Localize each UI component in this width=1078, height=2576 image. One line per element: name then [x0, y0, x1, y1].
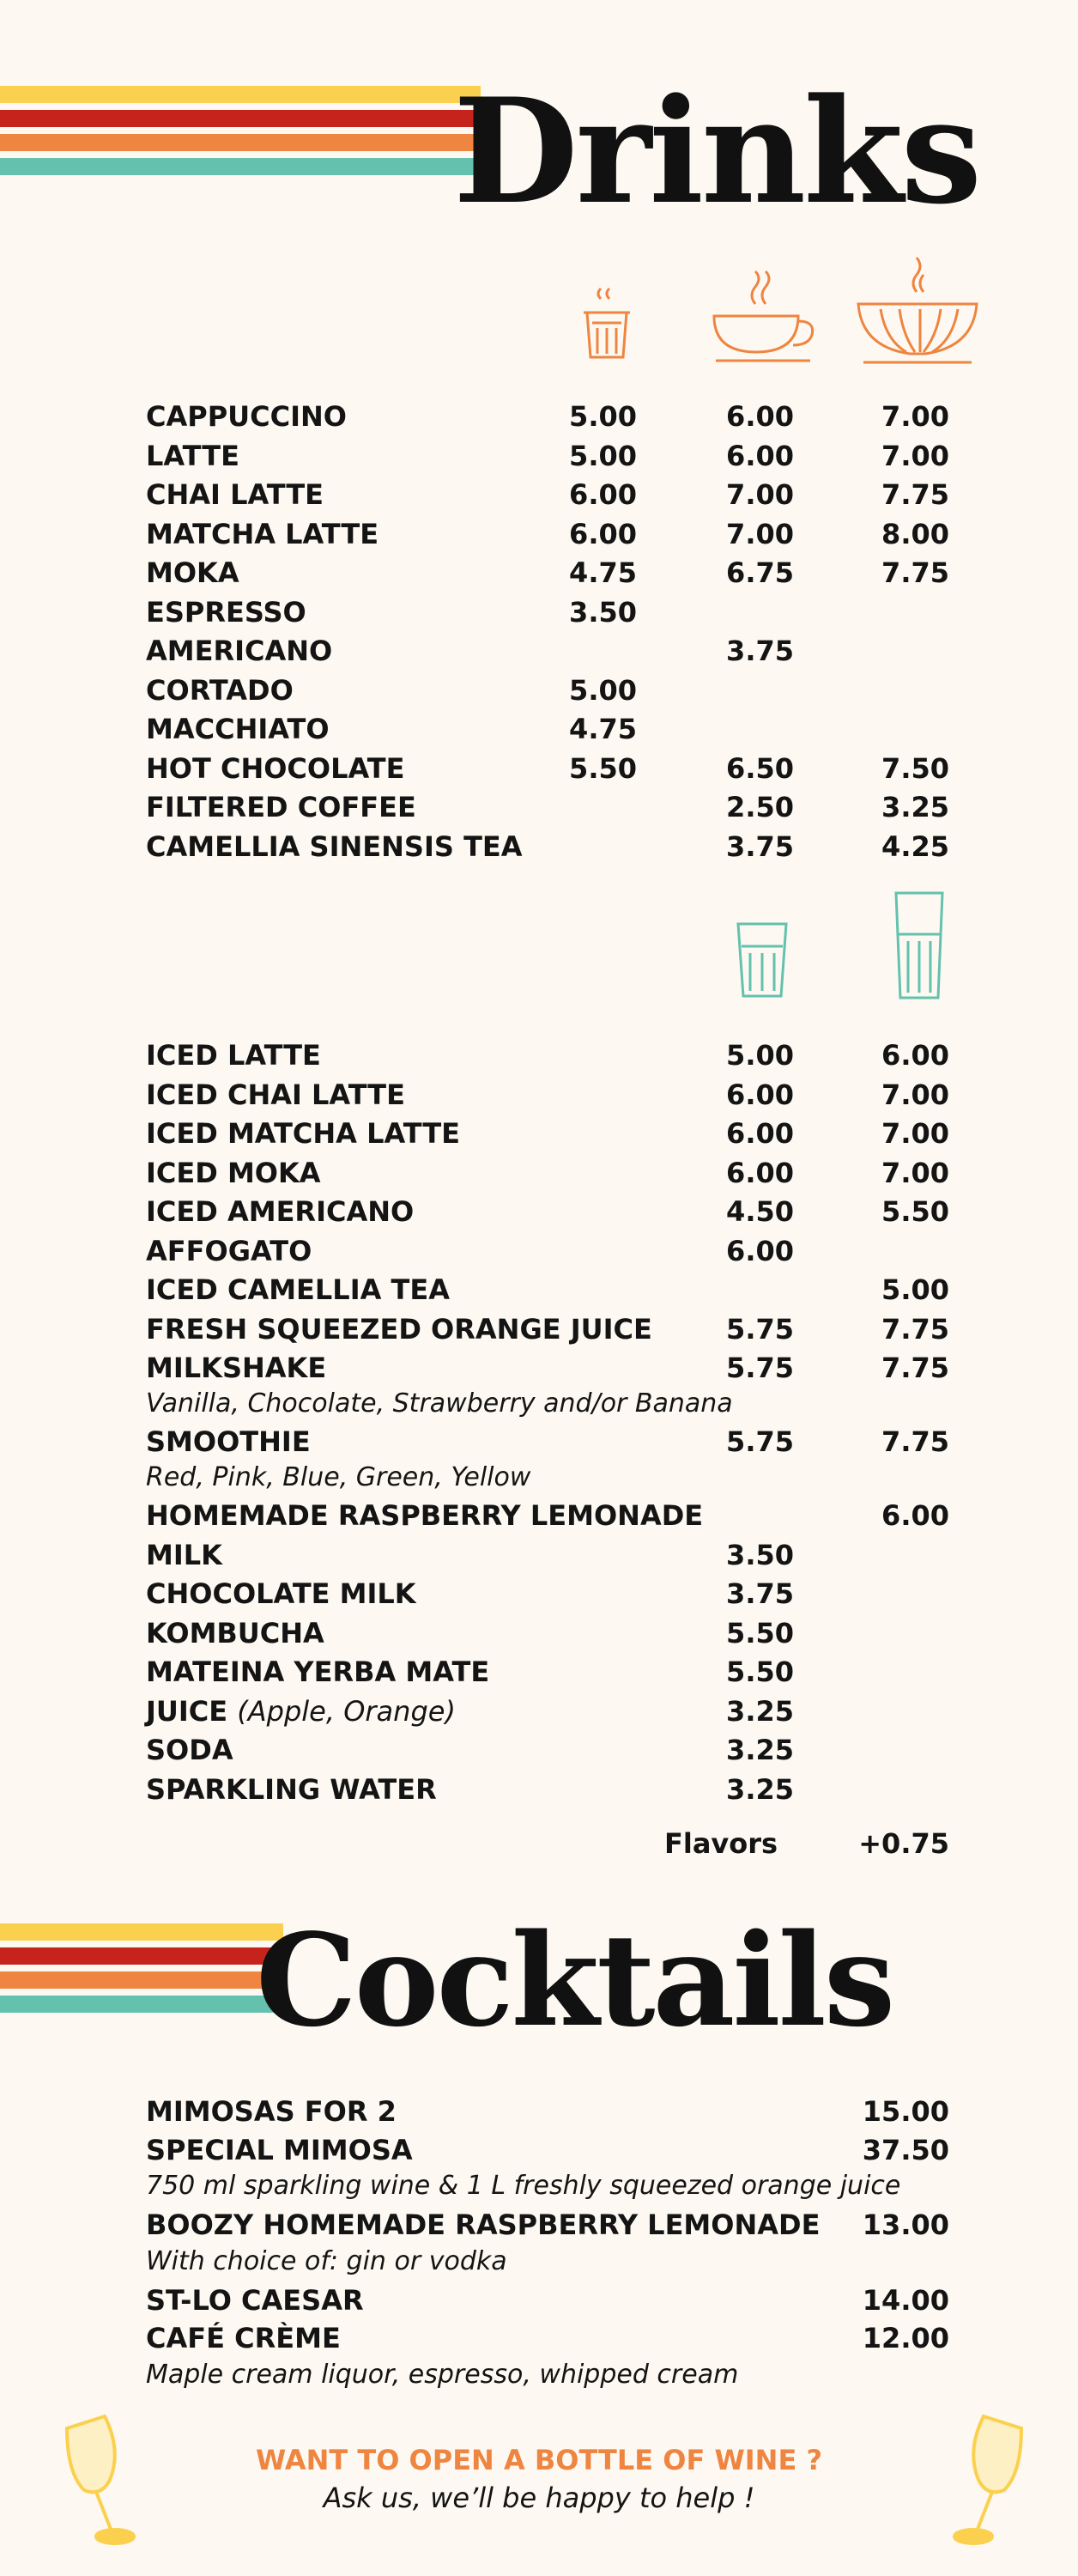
drink-price: 7.50	[881, 751, 949, 785]
drink-name: AMERICANO	[146, 635, 333, 667]
drink-name	[146, 1313, 652, 1346]
drink-name-text: SODA	[146, 1734, 233, 1766]
drink-name-text: ICED AMERICANO	[146, 1195, 415, 1228]
wine-glass-icon	[62, 2409, 148, 2550]
drink-name-text: FRESH SQUEEZED ORANGE JUICE	[146, 1312, 652, 1346]
wine-glass-icon	[941, 2409, 1027, 2550]
drink-name	[146, 1577, 416, 1610]
drink-price: 7.00	[881, 1117, 949, 1150]
drink-name	[146, 1734, 233, 1766]
drink-price: 6.00	[569, 517, 637, 550]
cocktails-title: Cocktails	[256, 1905, 893, 2055]
drink-price: 6.00	[881, 1039, 949, 1072]
drink-name-text: CHOCOLATE MILK	[146, 1577, 416, 1610]
drink-name	[146, 1352, 326, 1384]
drink-name	[146, 1273, 450, 1306]
drink-price: 3.25	[726, 1694, 794, 1728]
drink-name: HOT CHOCOLATE	[146, 751, 405, 785]
drink-name-text: HOMEMADE RASPBERRY LEMONADE	[146, 1499, 704, 1532]
drink-price: 4.25	[881, 829, 949, 863]
drink-name-text: MATEINA YERBA MATE	[146, 1656, 490, 1688]
drink-price: 6.50	[726, 751, 794, 785]
drink-price: 6.00	[726, 1156, 794, 1189]
drink-price: 6.00	[726, 1234, 794, 1267]
drink-description: Red, Pink, Blue, Green, Yellow	[146, 1461, 531, 1492]
drink-name	[146, 1039, 321, 1072]
cocktail-price: 13.00	[862, 2208, 949, 2241]
drink-price: 7.75	[881, 1312, 949, 1346]
cocktail-description: Maple cream liquor, espresso, whipped cream	[146, 2359, 739, 2390]
wine-cta-text: WANT TO OPEN A BOTTLE OF WINE ?	[255, 2444, 822, 2476]
drink-name: CAMELLIA SINENSIS TEA	[146, 829, 523, 863]
drink-price: 8.00	[881, 517, 949, 550]
drink-price: 3.25	[726, 1734, 794, 1766]
drink-name-text: ICED MATCHA LATTE	[146, 1117, 460, 1150]
drink-name: LATTE	[146, 439, 239, 472]
drink-price: 4.75	[569, 713, 637, 745]
drink-name: MACCHIATO	[146, 713, 330, 745]
drink-price: 6.00	[726, 400, 794, 433]
small-cup-icon	[580, 283, 633, 369]
drink-price: 5.50	[726, 1656, 794, 1688]
drink-price: 6.00	[726, 439, 794, 472]
drink-price: 4.75	[569, 556, 637, 589]
drink-name-text: MILKSHAKE	[146, 1352, 327, 1384]
large-bowl-cup-icon	[855, 254, 980, 369]
cocktails-header-stripes	[0, 1923, 283, 2020]
drink-price: 3.25	[726, 1772, 794, 1806]
cocktail-name: ST-LO CAESAR	[146, 2283, 364, 2317]
drink-price: 2.50	[726, 791, 794, 823]
cocktail-description: 750 ml sparkling wine & 1 L freshly squeezed orange juice	[146, 2171, 901, 2201]
drink-name	[146, 1425, 311, 1458]
flavors-price: +0.75	[858, 1827, 949, 1860]
drink-price: 7.00	[881, 1078, 949, 1111]
drink-price: 3.50	[569, 595, 637, 629]
drink-price: 7.75	[881, 478, 949, 511]
drinks-title: Drinks	[453, 66, 980, 236]
drink-price: 5.75	[726, 1352, 794, 1384]
drink-price: 7.75	[881, 556, 949, 589]
drink-price: 6.00	[569, 478, 637, 511]
drink-name: CORTADO	[146, 673, 294, 707]
drink-price: 7.00	[726, 478, 794, 511]
drink-price: 5.50	[569, 751, 637, 785]
drink-note: (Apple, Orange)	[237, 1694, 456, 1728]
drink-name-text: ICED LATTE	[146, 1039, 321, 1072]
drink-name-text: KOMBUCHA	[146, 1616, 324, 1649]
drink-name-text: ICED CHAI LATTE	[146, 1078, 405, 1111]
drink-price: 4.50	[726, 1195, 794, 1228]
drink-price: 7.00	[726, 517, 794, 550]
drink-price: 5.00	[569, 439, 637, 472]
drink-price: 5.00	[569, 673, 637, 707]
drink-price: 6.00	[726, 1117, 794, 1150]
drink-name: CHAI LATTE	[146, 478, 324, 511]
drink-price: 5.50	[726, 1616, 794, 1649]
drink-price: 6.00	[881, 1499, 949, 1532]
cocktail-price: 14.00	[862, 2283, 949, 2317]
drink-price: 6.75	[726, 556, 794, 589]
cocktail-price: 15.00	[862, 2095, 949, 2128]
drink-price: 5.00	[726, 1039, 794, 1072]
drink-price: 7.75	[881, 1352, 949, 1384]
drink-price: 7.00	[881, 400, 949, 433]
drink-name	[146, 1539, 222, 1571]
drink-price: 6.00	[726, 1078, 794, 1111]
drink-name-text: ICED MOKA	[146, 1156, 321, 1189]
drink-name	[146, 1695, 456, 1728]
drink-price: 3.75	[726, 1577, 794, 1610]
drink-name	[146, 1499, 703, 1532]
medium-glass-icon	[735, 920, 790, 999]
drink-price: 5.00	[881, 1273, 949, 1306]
cocktail-name: SPECIAL MIMOSA	[146, 2133, 413, 2166]
cocktail-price: 37.50	[862, 2133, 949, 2166]
drink-name	[146, 1773, 437, 1806]
drink-price: 3.75	[726, 829, 794, 863]
drink-price: 7.75	[881, 1425, 949, 1458]
drink-name	[146, 1078, 405, 1111]
drink-name: FILTERED COFFEE	[146, 791, 416, 823]
drink-name: MATCHA LATTE	[146, 517, 379, 550]
cocktail-name: CAFÉ CRÈME	[146, 2322, 341, 2354]
drink-name	[146, 1195, 414, 1228]
cocktail-price: 12.00	[862, 2322, 949, 2354]
drink-name: CAPPUCCINO	[146, 400, 347, 433]
drink-price: 5.75	[726, 1312, 794, 1346]
cocktail-description: With choice of: gin or vodka	[146, 2245, 507, 2276]
drinks-header-stripes	[0, 86, 481, 182]
flavors-label: Flavors	[664, 1827, 778, 1860]
tall-glass-icon	[893, 890, 946, 1001]
drink-name: ESPRESSO	[146, 595, 306, 629]
drink-description: Vanilla, Chocolate, Strawberry and/or Banana	[146, 1388, 733, 1419]
drink-name-text: ICED CAMELLIA TEA	[146, 1273, 450, 1306]
drink-price: 5.50	[881, 1195, 949, 1228]
drink-name	[146, 1157, 321, 1189]
drink-name	[146, 1656, 489, 1688]
drink-name-text: SPARKLING WATER	[146, 1772, 437, 1806]
drink-name	[146, 1617, 324, 1649]
cocktail-name: BOOZY HOMEMADE RASPBERRY LEMONADE	[146, 2208, 821, 2241]
medium-cup-icon	[709, 266, 821, 369]
drink-price: 3.75	[726, 635, 794, 667]
drink-price: 3.25	[881, 791, 949, 823]
drink-name-text: SMOOTHIE	[146, 1425, 311, 1458]
drink-price: 5.00	[569, 400, 637, 433]
drink-name-text: AFFOGATO	[146, 1234, 312, 1267]
drink-price: 3.50	[726, 1538, 794, 1571]
drink-name	[146, 1235, 312, 1267]
drink-price: 7.00	[881, 439, 949, 472]
drink-name-text: MILK	[146, 1538, 222, 1571]
drink-name-text: JUICE	[146, 1694, 228, 1728]
drink-price: 5.75	[726, 1425, 794, 1458]
drink-name: MOKA	[146, 556, 239, 589]
cocktail-name: MIMOSAS FOR 2	[146, 2095, 397, 2128]
drink-name	[146, 1117, 460, 1150]
wine-help-text: Ask us, we’ll be happy to help !	[323, 2482, 755, 2514]
drink-price: 7.00	[881, 1156, 949, 1189]
